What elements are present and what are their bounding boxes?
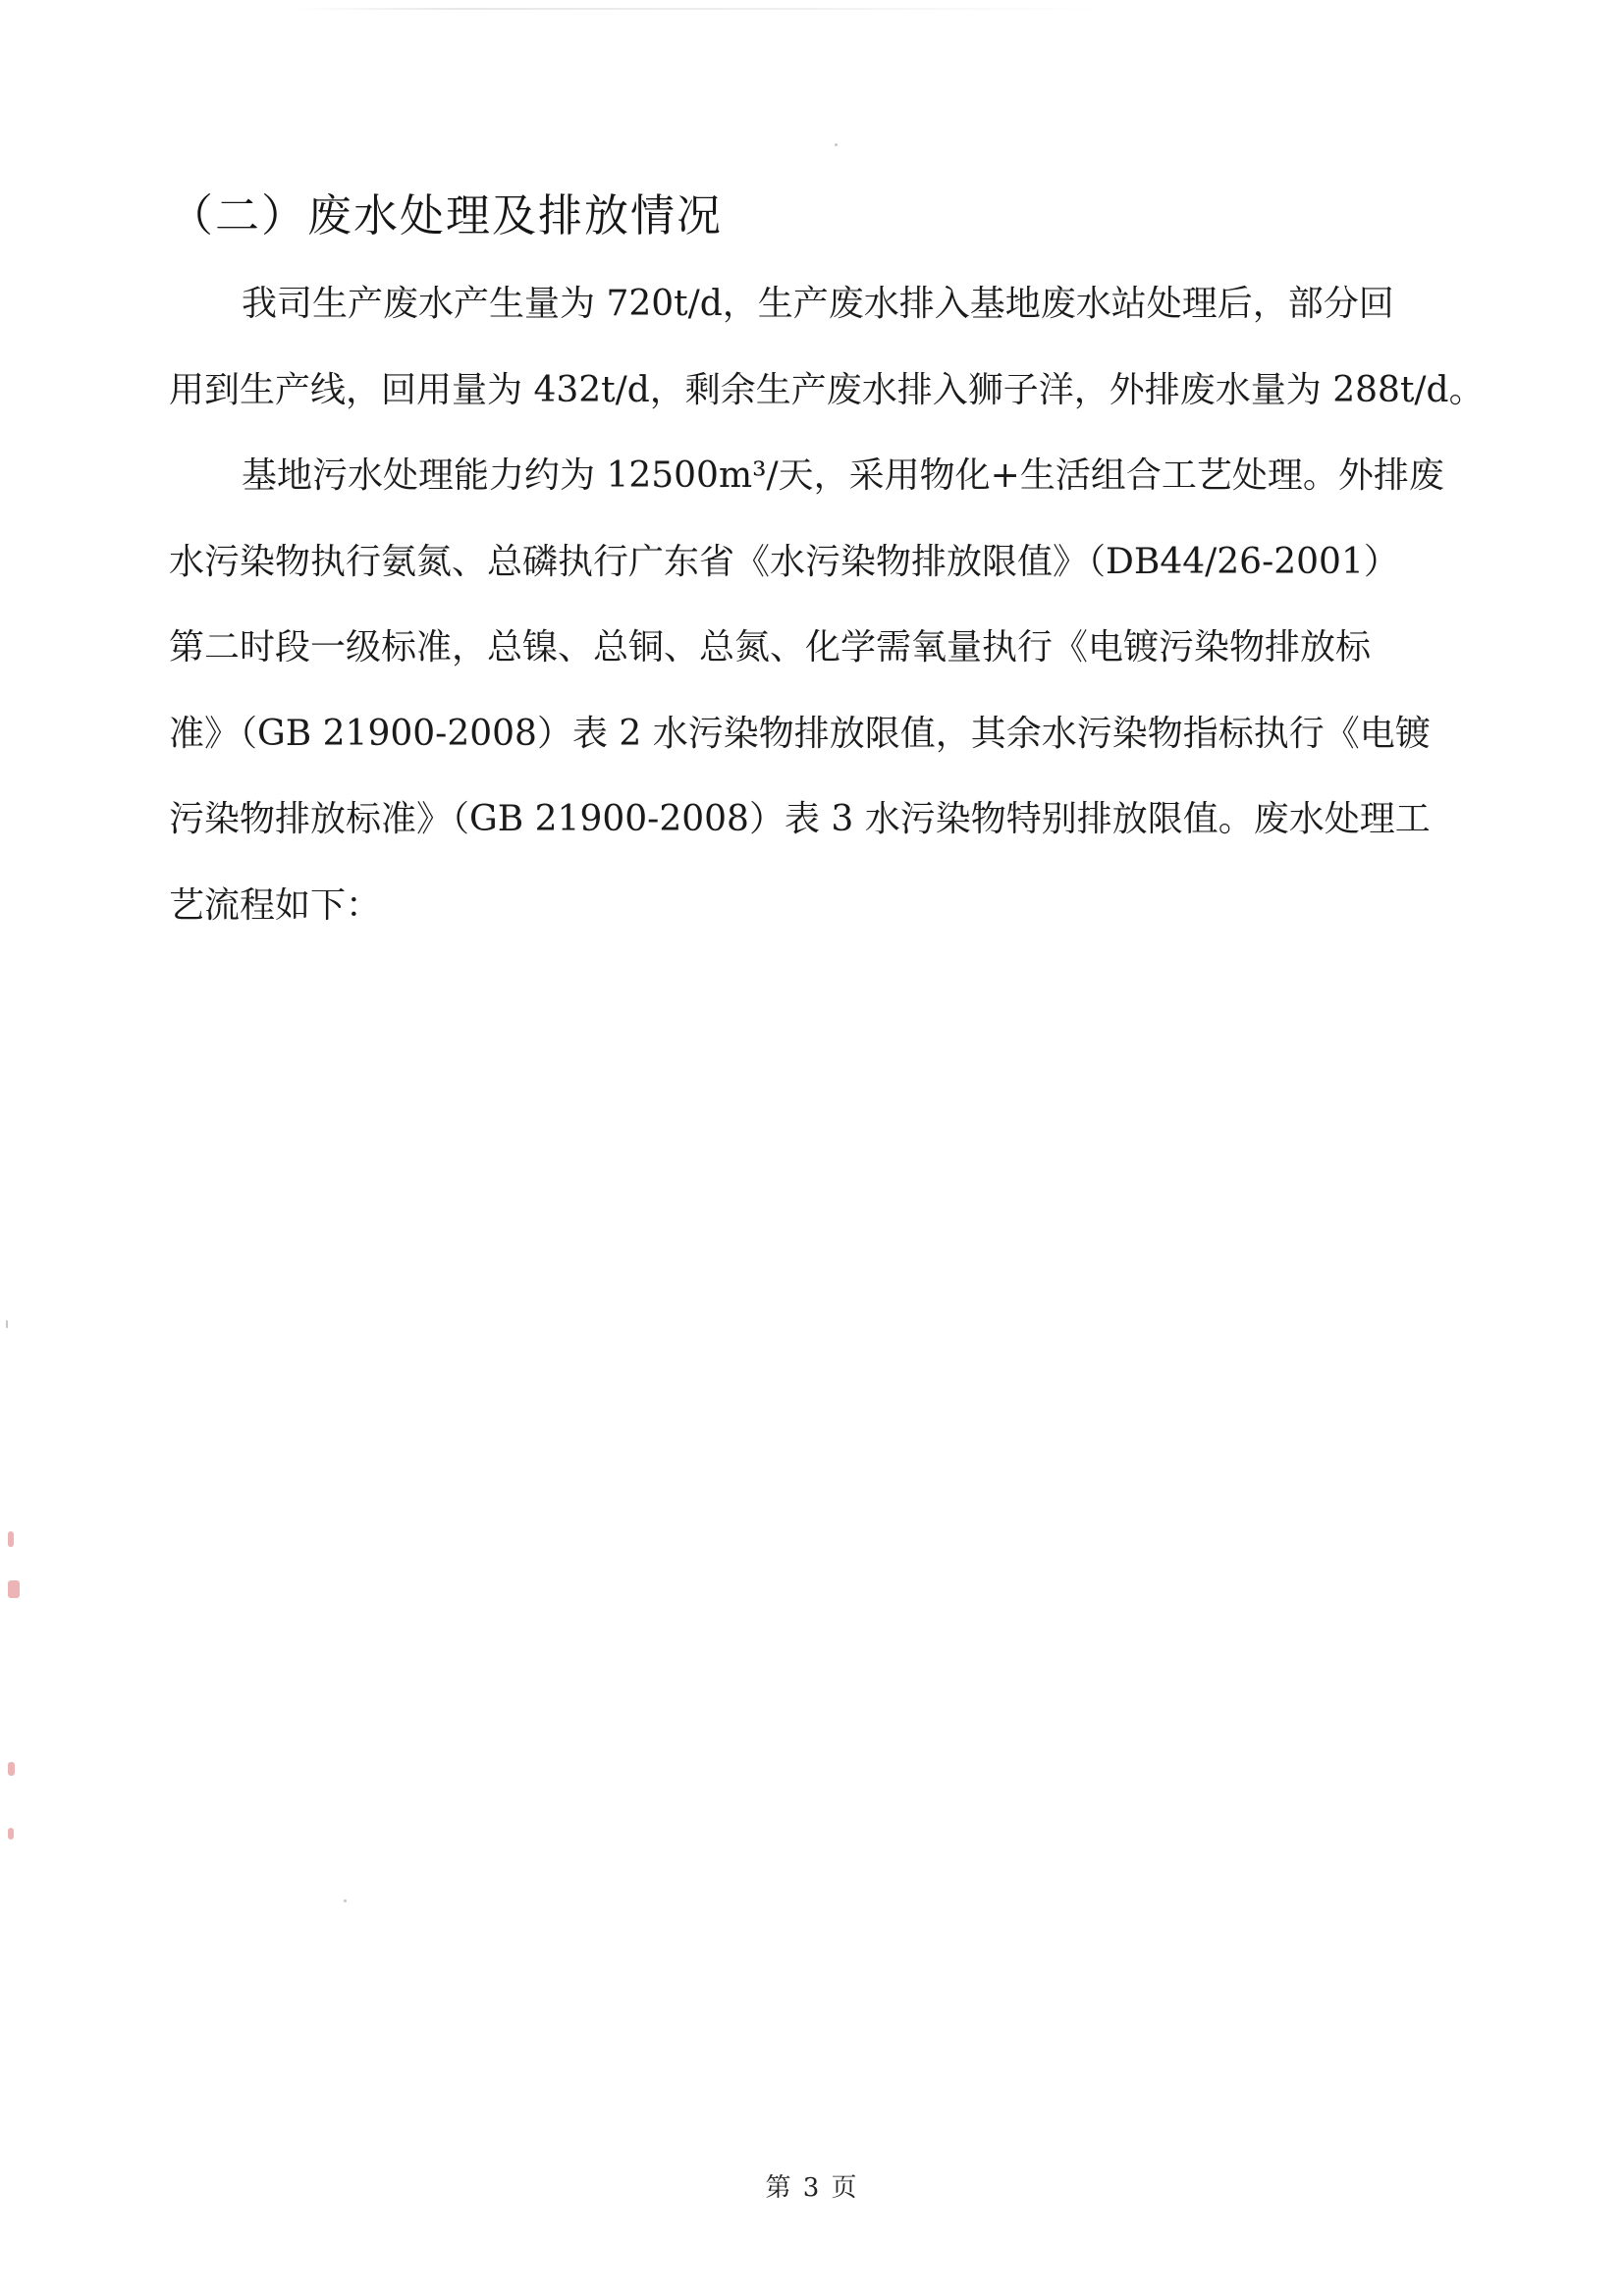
paragraph-line: 准》（GB 21900-2008）表 2 水污染物排放限值，其余水污染物指标执行《电镀 — [169, 713, 1431, 754]
scan-speck — [835, 143, 838, 146]
paragraph-line: 基地污水处理能力约为 12500m³/天，采用物化+生活组合工艺处理。外排废 — [242, 455, 1444, 496]
page-number: 第 3 页 — [765, 2173, 859, 2203]
paragraph-line: 污染物排放标准》（GB 21900-2008）表 3 水污染物特别排放限值。废水处理工 — [169, 799, 1431, 839]
paragraph-line: 艺流程如下： — [169, 884, 382, 926]
paragraph-line: 用到生产线，回用量为 432t/d，剩余生产废水排入狮子洋，外排废水量为 288t/d。 — [169, 369, 1485, 410]
seal-edge-mark — [8, 1531, 14, 1547]
paragraph-wastewater-volume — [169, 261, 1485, 433]
seal-edge-mark — [8, 1580, 20, 1598]
section-heading: （二）废水处理及排放情况 — [169, 189, 724, 241]
seal-edge-mark — [8, 1762, 15, 1776]
paragraph-line: 水污染物执行氨氮、总磷执行广东省《水污染物排放限值》（DB44/26-2001） — [169, 541, 1399, 582]
paragraph-line: 我司生产废水产生量为 720t/d，生产废水排入基地废水站处理后，部分回 — [242, 284, 1394, 324]
paragraph-treatment-standards — [169, 433, 1479, 948]
paragraph-line: 第二时段一级标准，总镍、总铜、总氮、化学需氧量执行《电镀污染物排放标 — [169, 627, 1372, 667]
seal-edge-mark — [8, 1828, 14, 1840]
scan-speck — [6, 1320, 8, 1328]
scan-speck — [344, 1899, 347, 1902]
scan-artifact-line — [295, 8, 1100, 10]
